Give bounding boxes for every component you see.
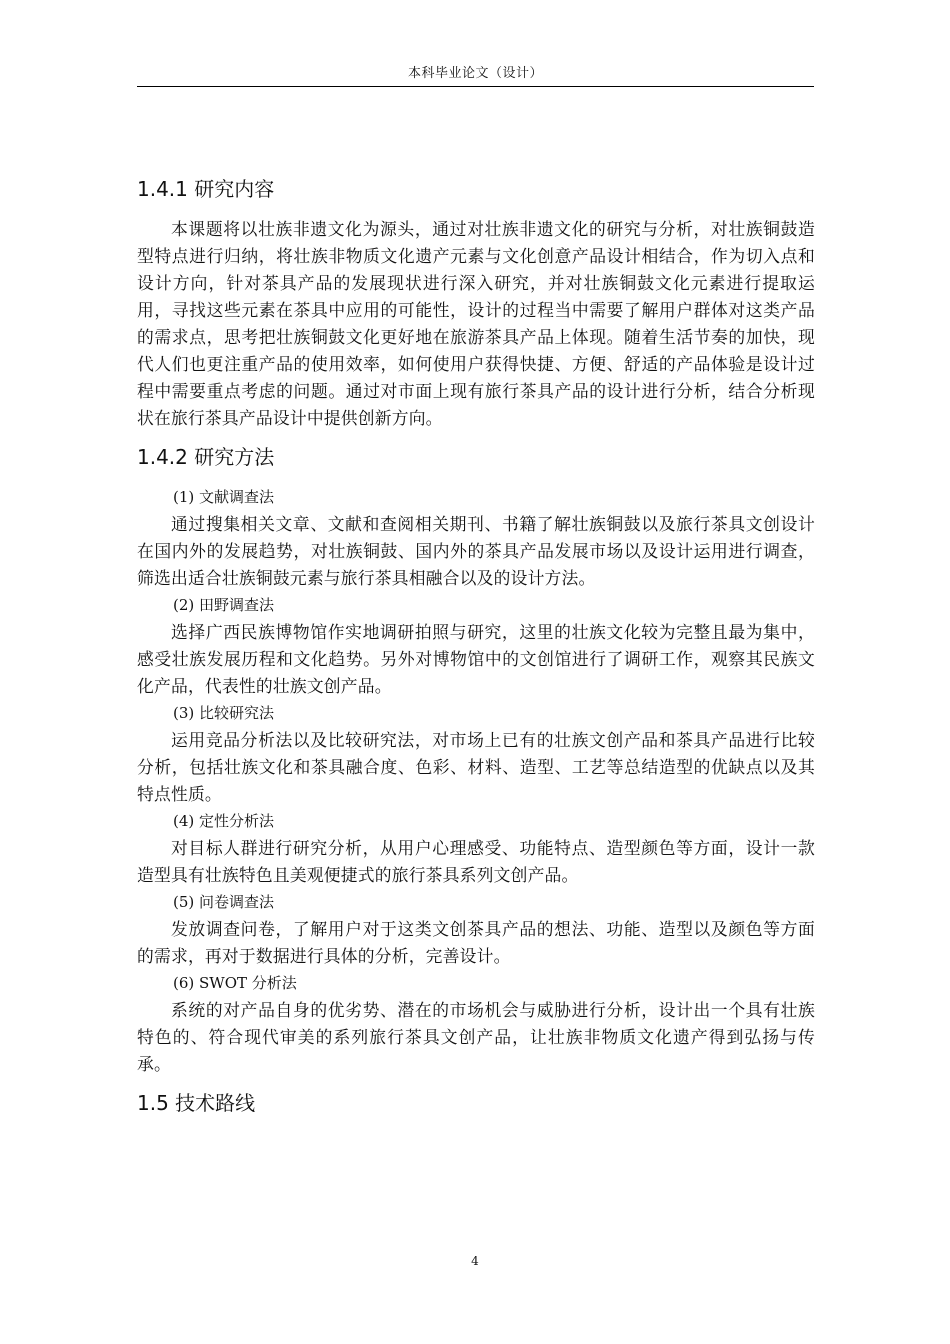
method-title-literature: (1) 文献调查法	[173, 488, 275, 506]
method-title-comparative: (3) 比较研究法	[173, 704, 275, 722]
section-heading-1-4-1: 1.4.1 研究内容	[137, 177, 275, 201]
page-header: 本科毕业论文（设计）	[407, 66, 543, 81]
method-text-qualitative: 对目标人群进行研究分析，从用户心理感受、功能特点、造型颜色等方面，设计一款造型具有壮族特色且美观便捷式的旅行茶具系列文创产品。	[137, 838, 815, 885]
header-rule	[137, 86, 814, 87]
research-content-paragraph: 本课题将以壮族非遗文化为源头，通过对壮族非遗文化的研究与分析，对壮族铜鼓造型特点进行归纳，将壮族非物质文化遗产元素与文化创意产品设计相结合，作为切入点和设计方向，针对茶具产品的发展现状进行深入研究，并对壮族铜鼓文化元素进行提取运用，寻找这些元素在茶具中应用的可能性，设计的过程当中需要了解用户群体对这类产品的需求点，思考把壮族铜鼓文化更好地在旅游茶具产品上体现。随着生活节奏的加快，现代人们也更注重产品的使用效率，如何使用户获得快捷、方便、舒适的产品体验是设计过程中需要重点考虑的问题。通过对市面上现有旅行茶具产品的设计进行分析，结合分析现状在旅行茶具产品设计中提供创新方向。	[137, 219, 815, 428]
method-title-swot: (6) SWOT 分析法	[173, 974, 297, 992]
page-content	[137, 170, 815, 1118]
method-text-swot: 系统的对产品自身的优劣势、潜在的市场机会与威胁进行分析，设计出一个具有壮族特色的、符合现代审美的系列旅行茶具文创产品，让壮族非物质文化遗产得到弘扬与传承。	[137, 1000, 815, 1074]
method-text-field: 选择广西民族博物馆作实地调研拍照与研究，这里的壮族文化较为完整且最为集中，感受壮族发展历程和文化趋势。另外对博物馆中的文创馆进行了调研工作，观察其民族文化产品，代表性的壮族文创产品。	[137, 622, 815, 696]
section-heading-1-5: 1.5 技术路线	[137, 1091, 256, 1115]
method-text-questionnaire: 发放调查问卷，了解用户对于这类文创茶具产品的想法、功能、造型以及颜色等方面的需求，再对于数据进行具体的分析，完善设计。	[137, 919, 815, 966]
method-title-field: (2) 田野调查法	[173, 596, 275, 614]
section-heading-1-4-2: 1.4.2 研究方法	[137, 445, 275, 469]
method-text-comparative: 运用竞品分析法以及比较研究法，对市场上已有的壮族文创产品和茶具产品进行比较分析，包括壮族文化和茶具融合度、色彩、材料、造型、工艺等总结造型的优缺点以及其特点性质。	[137, 730, 815, 804]
page-number: 4	[471, 1254, 479, 1268]
method-title-qualitative: (4) 定性分析法	[173, 812, 275, 830]
method-text-literature: 通过搜集相关文章、文献和查阅相关期刊、书籍了解壮族铜鼓以及旅行茶具文创设计在国内外的发展趋势，对壮族铜鼓、国内外的茶具产品发展市场以及设计运用进行调查，筛选出适合壮族铜鼓元素与旅行茶具相融合以及的设计方法。	[137, 514, 815, 588]
method-title-questionnaire: (5) 问卷调查法	[173, 893, 275, 911]
